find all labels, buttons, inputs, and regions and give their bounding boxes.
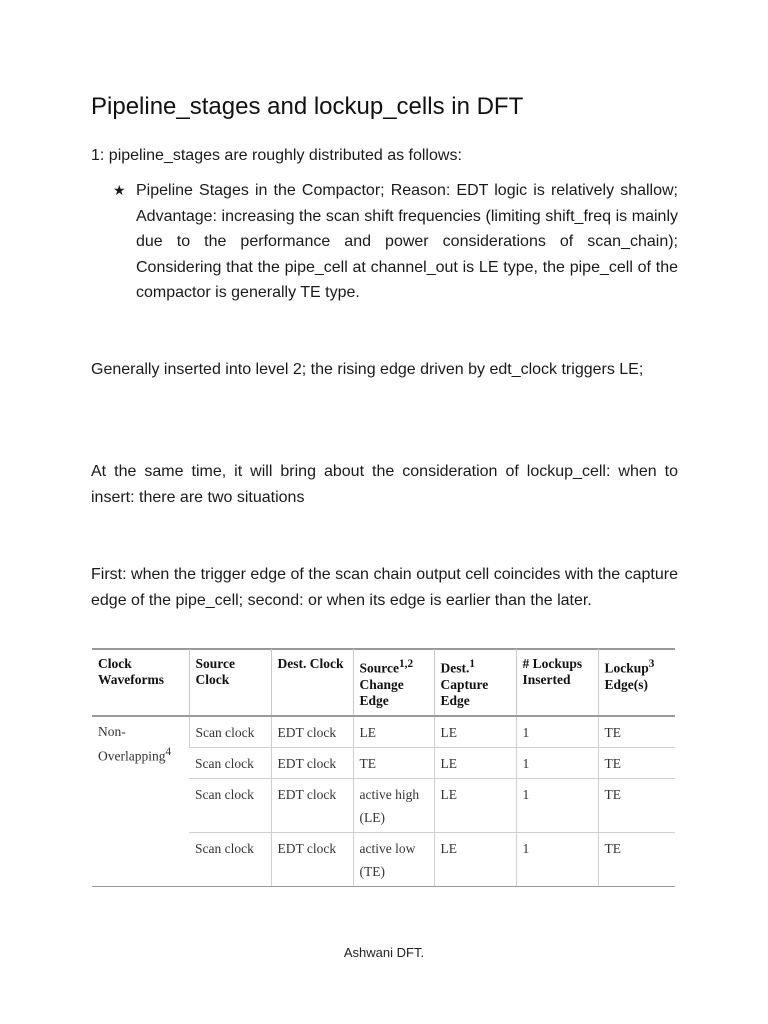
- header-source-change-edge: Source$^{1,2}$ Change Edge: [353, 649, 434, 716]
- paragraph-lockup-consideration: At the same time, it will bring about the consideration of lockup_cell: when to insert: there are two situations: [91, 463, 678, 506]
- header-clock-waveforms: Clock Waveforms: [92, 649, 189, 716]
- table-cell: active low (TE): [353, 832, 434, 886]
- table-cell: TE: [598, 778, 675, 832]
- table-cell: Scan clock: [189, 747, 271, 778]
- table-cell: TE: [598, 716, 675, 748]
- table-cell: Scan clock: [189, 716, 271, 748]
- table-cell: TE: [353, 747, 434, 778]
- header-lockups-inserted: # Lockups Inserted: [516, 649, 598, 716]
- table-cell: EDT clock: [271, 747, 353, 778]
- table-cell: Scan clock: [189, 778, 271, 832]
- table-cell: 1: [516, 832, 598, 886]
- table-cell: EDT clock: [271, 832, 353, 886]
- header-dest-capture-edge: Dest.$^1$ Capture Edge: [434, 649, 516, 716]
- bullet-list: [113, 178, 678, 306]
- table-cell: TE: [598, 832, 675, 886]
- intro-paragraph: 1: pipeline_stages are roughly distributed as follows:: [91, 147, 462, 164]
- table-cell: LE: [434, 832, 516, 886]
- table-cell: LE: [434, 778, 516, 832]
- header-source-clock: Source Clock: [189, 649, 271, 716]
- waveform-cell: Non-Overlapping$^4$: [92, 716, 189, 887]
- table-cell: 1: [516, 716, 598, 748]
- table-cell: active high (LE): [353, 778, 434, 832]
- table-cell: TE: [598, 747, 675, 778]
- table-cell: EDT clock: [271, 716, 353, 748]
- table-cell: LE: [434, 747, 516, 778]
- header-dest-clock: Dest. Clock: [271, 649, 353, 716]
- table-header-row: [92, 649, 675, 716]
- table-cell: 1: [516, 747, 598, 778]
- table-cell: LE: [353, 716, 434, 748]
- bullet-text: Pipeline Stages in the Compactor; Reason: EDT logic is relatively shallow; Advantage: increasing the scan shift frequencies (limiting shift_freq is mainly due to the performance and power considerations of scan_chain); Considering that the pipe_cell at channel_out is LE type, the pipe_cell of the compactor is generally TE type.: [136, 182, 678, 301]
- page-title: Pipeline_stages and lockup_cells in DFT: [91, 93, 524, 120]
- table-cell: EDT clock: [271, 778, 353, 832]
- bullet-item: [113, 178, 678, 306]
- page-footer: Ashwani DFT.: [343, 945, 425, 960]
- table-cell: LE: [434, 716, 516, 748]
- table-row: [92, 716, 675, 748]
- lockup-table: [92, 649, 675, 887]
- star-icon: ★: [113, 182, 126, 198]
- table-cell: Scan clock: [189, 832, 271, 886]
- paragraph-situations: First: when the trigger edge of the scan chain output cell coincides with the capture edge of the pipe_cell; second: or when its edge is earlier than the later.: [91, 566, 678, 609]
- table-cell: 1: [516, 778, 598, 832]
- header-lockup-edges: Lockup$^3$ Edge(s): [598, 649, 675, 716]
- paragraph-level-insertion: Generally inserted into level 2; the rising edge driven by edt_clock triggers LE;: [91, 361, 644, 378]
